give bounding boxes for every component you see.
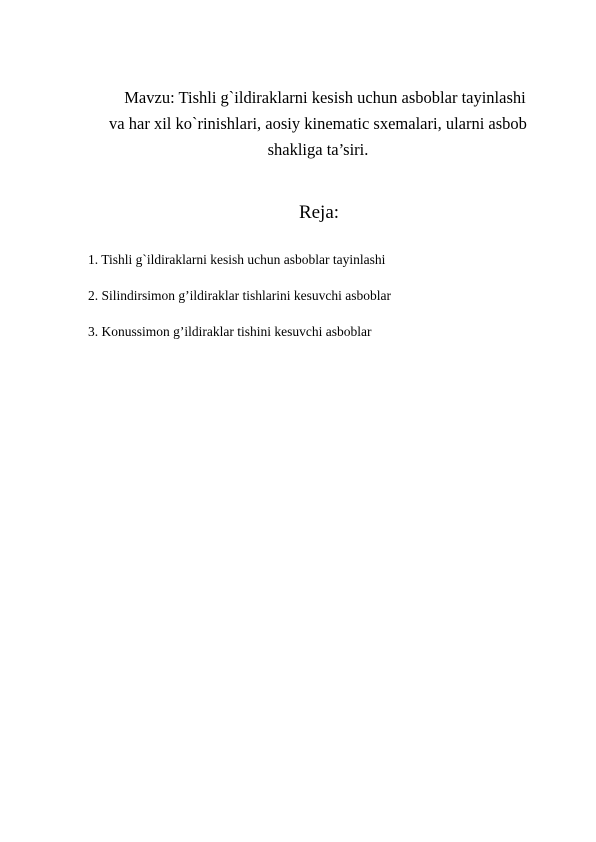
plan-item: 3. Konussimon g’ildiraklar tishini kesuvchi asboblar	[88, 324, 372, 339]
topic-line: shakliga ta’siri.	[267, 140, 369, 159]
plan-item: 2. Silindirsimon g’ildiraklar tishlarini kesuvchi asboblar	[88, 288, 391, 303]
topic-line: va har xil ko`rinishlari, aosiy kinematic sxemalari, ularni asbob	[109, 114, 527, 133]
plan-item: 1. Tishli g`ildiraklarni kesish uchun asboblar tayinlashi	[88, 252, 386, 267]
topic-heading	[80, 85, 556, 163]
topic-line: Mavzu: Tishli g`ildiraklarni kesish uchun asboblar tayinlashi	[124, 88, 526, 107]
plan-list	[88, 251, 391, 359]
plan-title: Reja:	[298, 202, 340, 223]
